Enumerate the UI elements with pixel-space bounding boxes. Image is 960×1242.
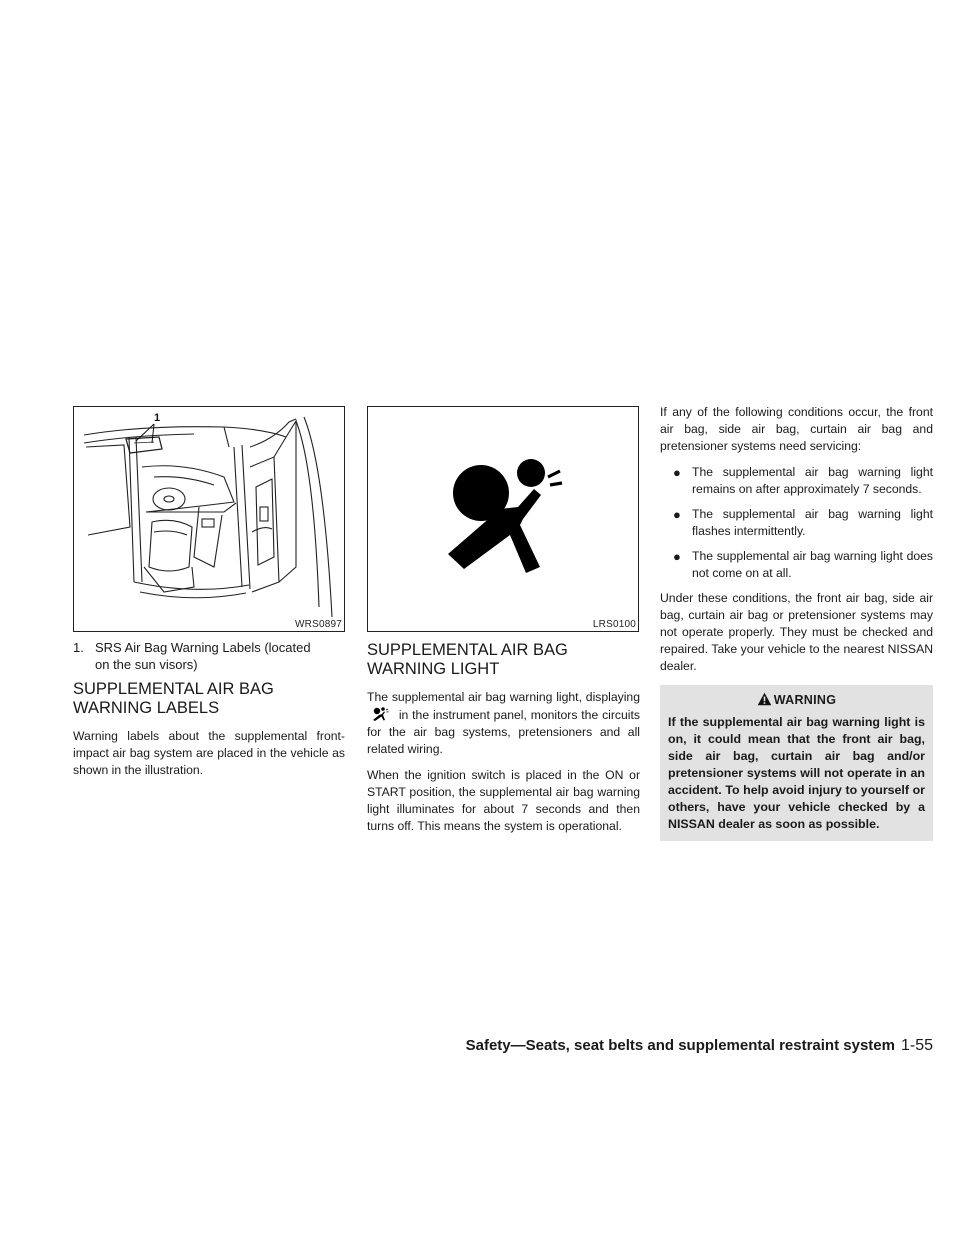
airbag-warning-light-illustration <box>367 406 639 632</box>
page-footer <box>466 1037 933 1055</box>
list-item: ● The supplemental air bag warning light does not come on at all. <box>673 549 933 580</box>
conditions-intro: If any of the following conditions occur, the front air bag, side air bag, curtain air bag and pretensioner systems need servicing: <box>660 405 933 453</box>
bullet-glyph: ● <box>673 465 681 480</box>
left-column <box>73 406 345 788</box>
para1-text-before-icon: The supplemental air bag warning light, displaying <box>367 690 640 704</box>
bullet-glyph: ● <box>673 549 681 564</box>
warning-light-paragraph-1 <box>367 689 640 758</box>
page-number: 1-55 <box>900 1037 933 1054</box>
warning-title: WARNING <box>773 693 837 707</box>
airbag-warning-symbol <box>368 407 639 632</box>
footer-section-title: Safety—Seats, seat belts and supplemental restraint system <box>465 1037 895 1054</box>
airbag-icon <box>369 706 393 722</box>
middle-column <box>367 406 640 844</box>
warning-heading <box>668 692 925 708</box>
caption-number: 1. <box>73 640 84 655</box>
caption-line-1: SRS Air Bag Warning Labels (located <box>95 640 311 655</box>
caption-line-2: on the sun visors) <box>95 657 198 672</box>
callout-number: 1 <box>154 412 161 424</box>
list-item: ● The supplemental air bag warning light flashes intermittently. <box>673 507 933 538</box>
right-column <box>660 404 933 841</box>
list-item: ● The supplemental air bag warning light remains on after approximately 7 seconds. <box>673 465 933 496</box>
figure-caption <box>73 639 345 673</box>
warning-box <box>660 685 933 841</box>
conditions-list <box>660 464 933 582</box>
figure-code: WRS0897 <box>291 618 344 631</box>
section-heading-warning-light: SUPPLEMENTAL AIR BAG WARNING LIGHT <box>367 641 568 678</box>
warning-triangle-icon <box>757 692 772 706</box>
vehicle-interior-illustration <box>73 406 345 632</box>
warning-light-paragraph-2: When the ignition switch is placed in the ON or START position, the supplemental air bag warning light illuminates for about 7 seconds and then turns off. This means the system is operational. <box>367 768 640 833</box>
car-door-open-drawing <box>74 407 345 632</box>
figure-code: LRS0100 <box>589 618 638 631</box>
labels-paragraph: Warning labels about the supplemental front-impact air bag system are placed in the vehicle as shown in the illustration. <box>73 729 345 777</box>
service-paragraph: Under these conditions, the front air bag, side air bag, curtain air bag or pretensioner systems may not operate properly. They must be checked and repaired. Take your vehicle to the nearest NISSAN dealer. <box>660 591 933 673</box>
section-heading-labels: SUPPLEMENTAL AIR BAG WARNING LABELS <box>73 680 274 717</box>
warning-text: If the supplemental air bag warning light is on, it could mean that the front air bag, side air bag, curtain air bag and/or pretensioner systems will not operate in an accident. To help avoid injury to yourself or others, have your vehicle checked by a NISSAN dealer as soon as possible. <box>668 715 925 831</box>
para1-text-after-icon: in the instrument panel, monitors the circuits for the air bag systems, pretensioners and all related wiring. <box>367 708 640 756</box>
bullet-glyph: ● <box>673 507 681 522</box>
